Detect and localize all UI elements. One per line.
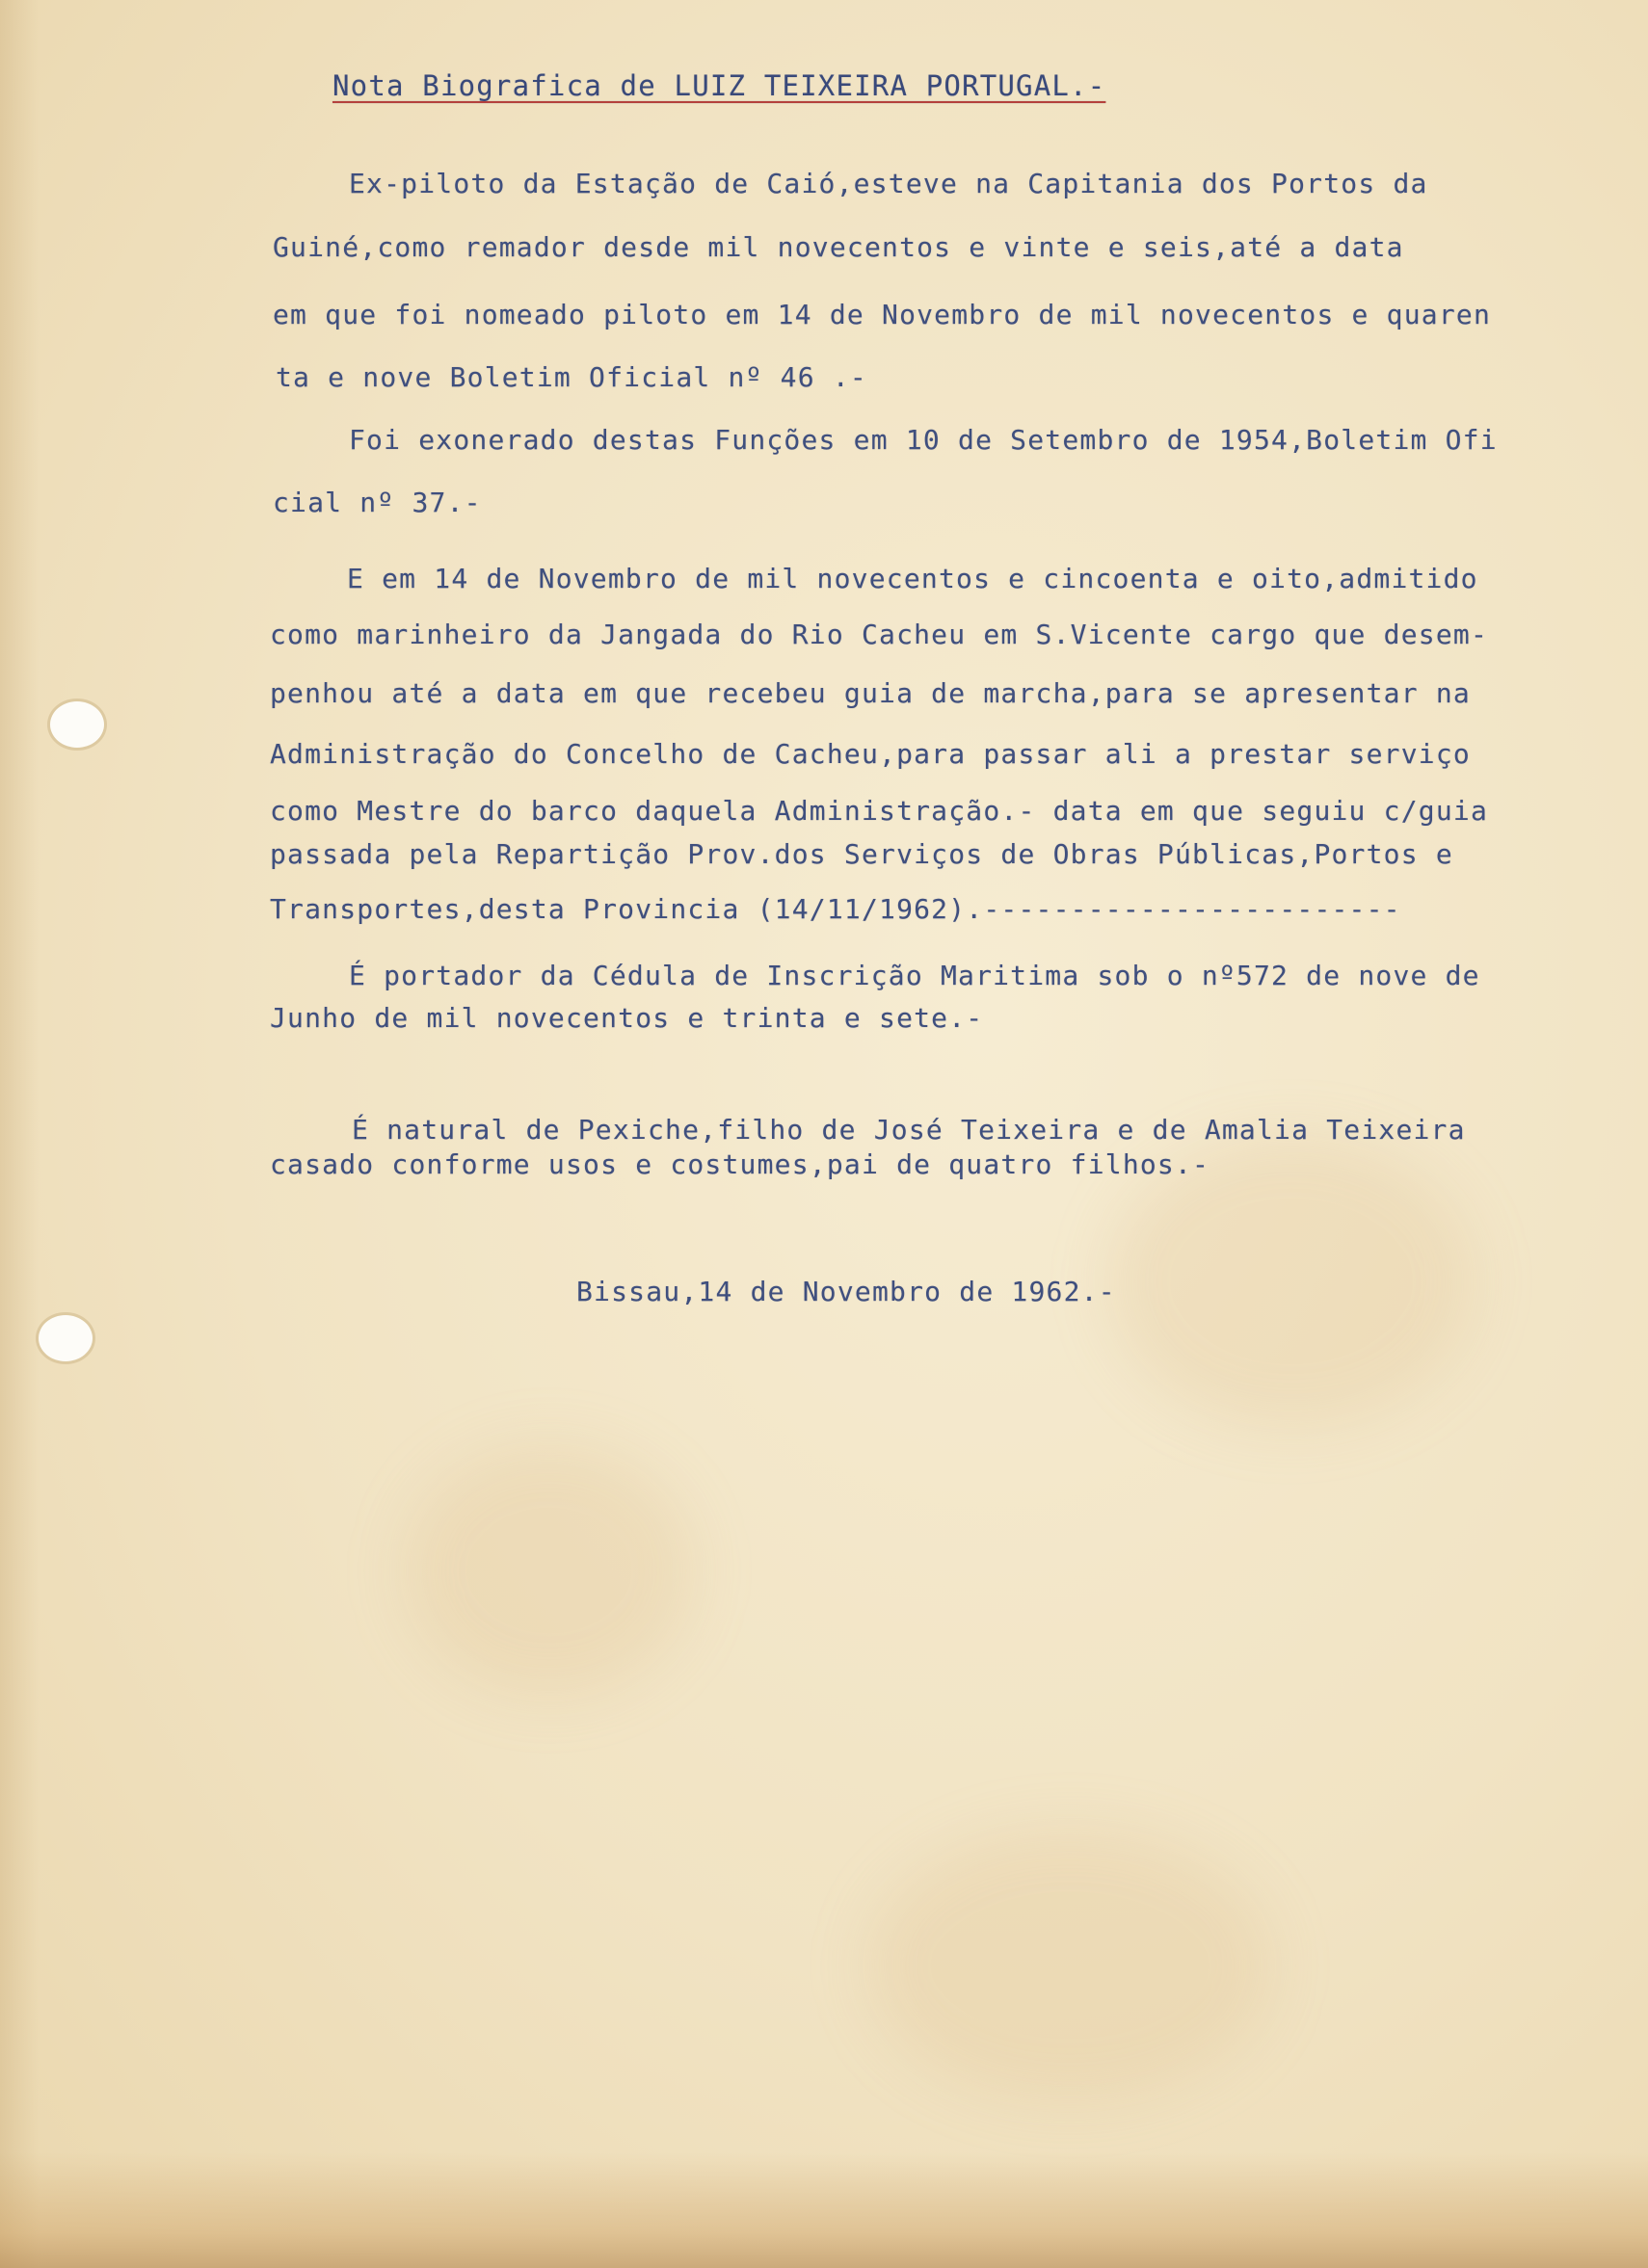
paragraph-1-line-2: Guiné,como remador desde mil novecentos e vinte e seis,até a data xyxy=(273,231,1404,263)
place-date: Bissau,14 de Novembro de 1962.- xyxy=(576,1276,1116,1307)
paragraph-4-line-1: É portador da Cédula de Inscrição Maritima sob o nº572 de nove de xyxy=(349,960,1480,991)
paragraph-5-line-2: casado conforme usos e costumes,pai de quatro filhos.- xyxy=(270,1148,1210,1180)
paragraph-1-line-1: Ex-piloto da Estação de Caió,esteve na Capitania dos Portos da xyxy=(349,168,1428,199)
paragraph-1-line-4: ta e nove Boletim Oficial nº 46 .- xyxy=(276,361,867,393)
document-title: Nota Biografica de LUIZ TEIXEIRA PORTUGAL.- xyxy=(332,69,1106,102)
punch-hole-bottom xyxy=(39,1315,93,1361)
paper-stain xyxy=(867,1831,1272,2100)
paragraph-3-line-5: como Mestre do barco daquela Administração.- data em que seguiu c/guia xyxy=(270,795,1489,827)
paragraph-3-line-2: como marinheiro da Jangada do Rio Cacheu em S.Vicente cargo que desem- xyxy=(270,619,1489,650)
paragraph-4-line-2: Junho de mil novecentos e trinta e sete.- xyxy=(270,1002,984,1034)
paragraph-3-line-7: Transportes,desta Provincia (14/11/1962).------------------------ xyxy=(270,893,1401,925)
paper-edge-left xyxy=(0,0,39,2268)
punch-hole-top xyxy=(50,701,104,748)
paragraph-3-line-6: passada pela Repartição Prov.dos Serviços de Obras Públicas,Portos e xyxy=(270,838,1453,870)
paper-stain xyxy=(1108,1137,1475,1426)
paragraph-3-line-3: penhou até a data em que recebeu guia de marcha,para se apresentar na xyxy=(270,677,1471,709)
paragraph-3-line-1: E em 14 de Novembro de mil novecentos e cincoenta e oito,admitido xyxy=(347,563,1478,594)
paragraph-5-line-1: É natural de Pexiche,filho de José Teixeira e de Amalia Teixeira xyxy=(352,1114,1466,1146)
paper-edge-bottom xyxy=(0,2152,1648,2268)
paper-stain xyxy=(405,1445,694,1696)
paragraph-2-line-2: cial nº 37.- xyxy=(273,487,482,518)
paragraph-2-line-1: Foi exonerado destas Funções em 10 de Setembro de 1954,Boletim Ofi xyxy=(349,424,1498,456)
paragraph-3-line-4: Administração do Concelho de Cacheu,para passar ali a prestar serviço xyxy=(270,738,1471,770)
paragraph-1-line-3: em que foi nomeado piloto em 14 de Novembro de mil novecentos e quaren xyxy=(273,299,1492,330)
